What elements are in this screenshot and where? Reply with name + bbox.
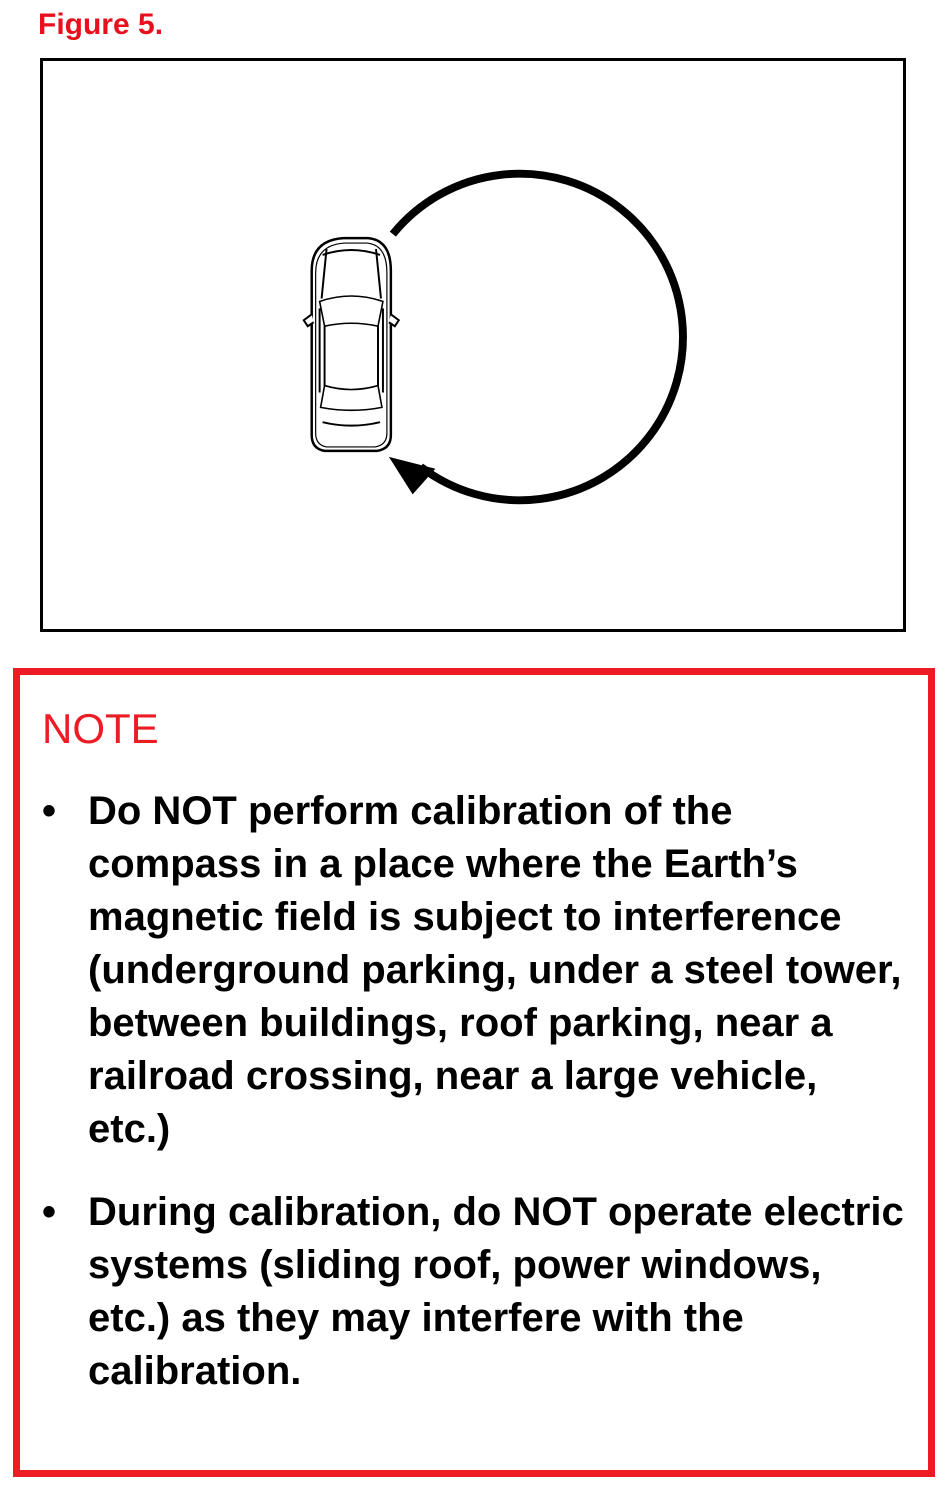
note-item-text: Do NOT perform calibration of the compass in a place where the Earth’s magnetic field is subject to interference (underground parking, under a steel tower, between buildings, roof parking, near a railroad crossing, near a large vehicle, etc.) [88, 789, 902, 1151]
figure-drawing [43, 61, 903, 629]
note-list [20, 785, 928, 1428]
car-top-view-icon [304, 238, 399, 451]
note-item-text: During calibration, do NOT operate electric systems (sliding roof, power windows, etc.) as they may interfere with the calibration. [88, 1190, 904, 1393]
figure-illustration [40, 58, 906, 632]
note-item [20, 1186, 928, 1398]
note-item [20, 785, 928, 1156]
note-title: NOTE [42, 705, 159, 752]
bullet-dot: • [42, 789, 57, 833]
note-box [13, 668, 935, 1477]
circular-arrow-icon [389, 174, 683, 501]
figure-label: Figure 5. [38, 8, 164, 41]
bullet-dot: • [42, 1190, 57, 1234]
